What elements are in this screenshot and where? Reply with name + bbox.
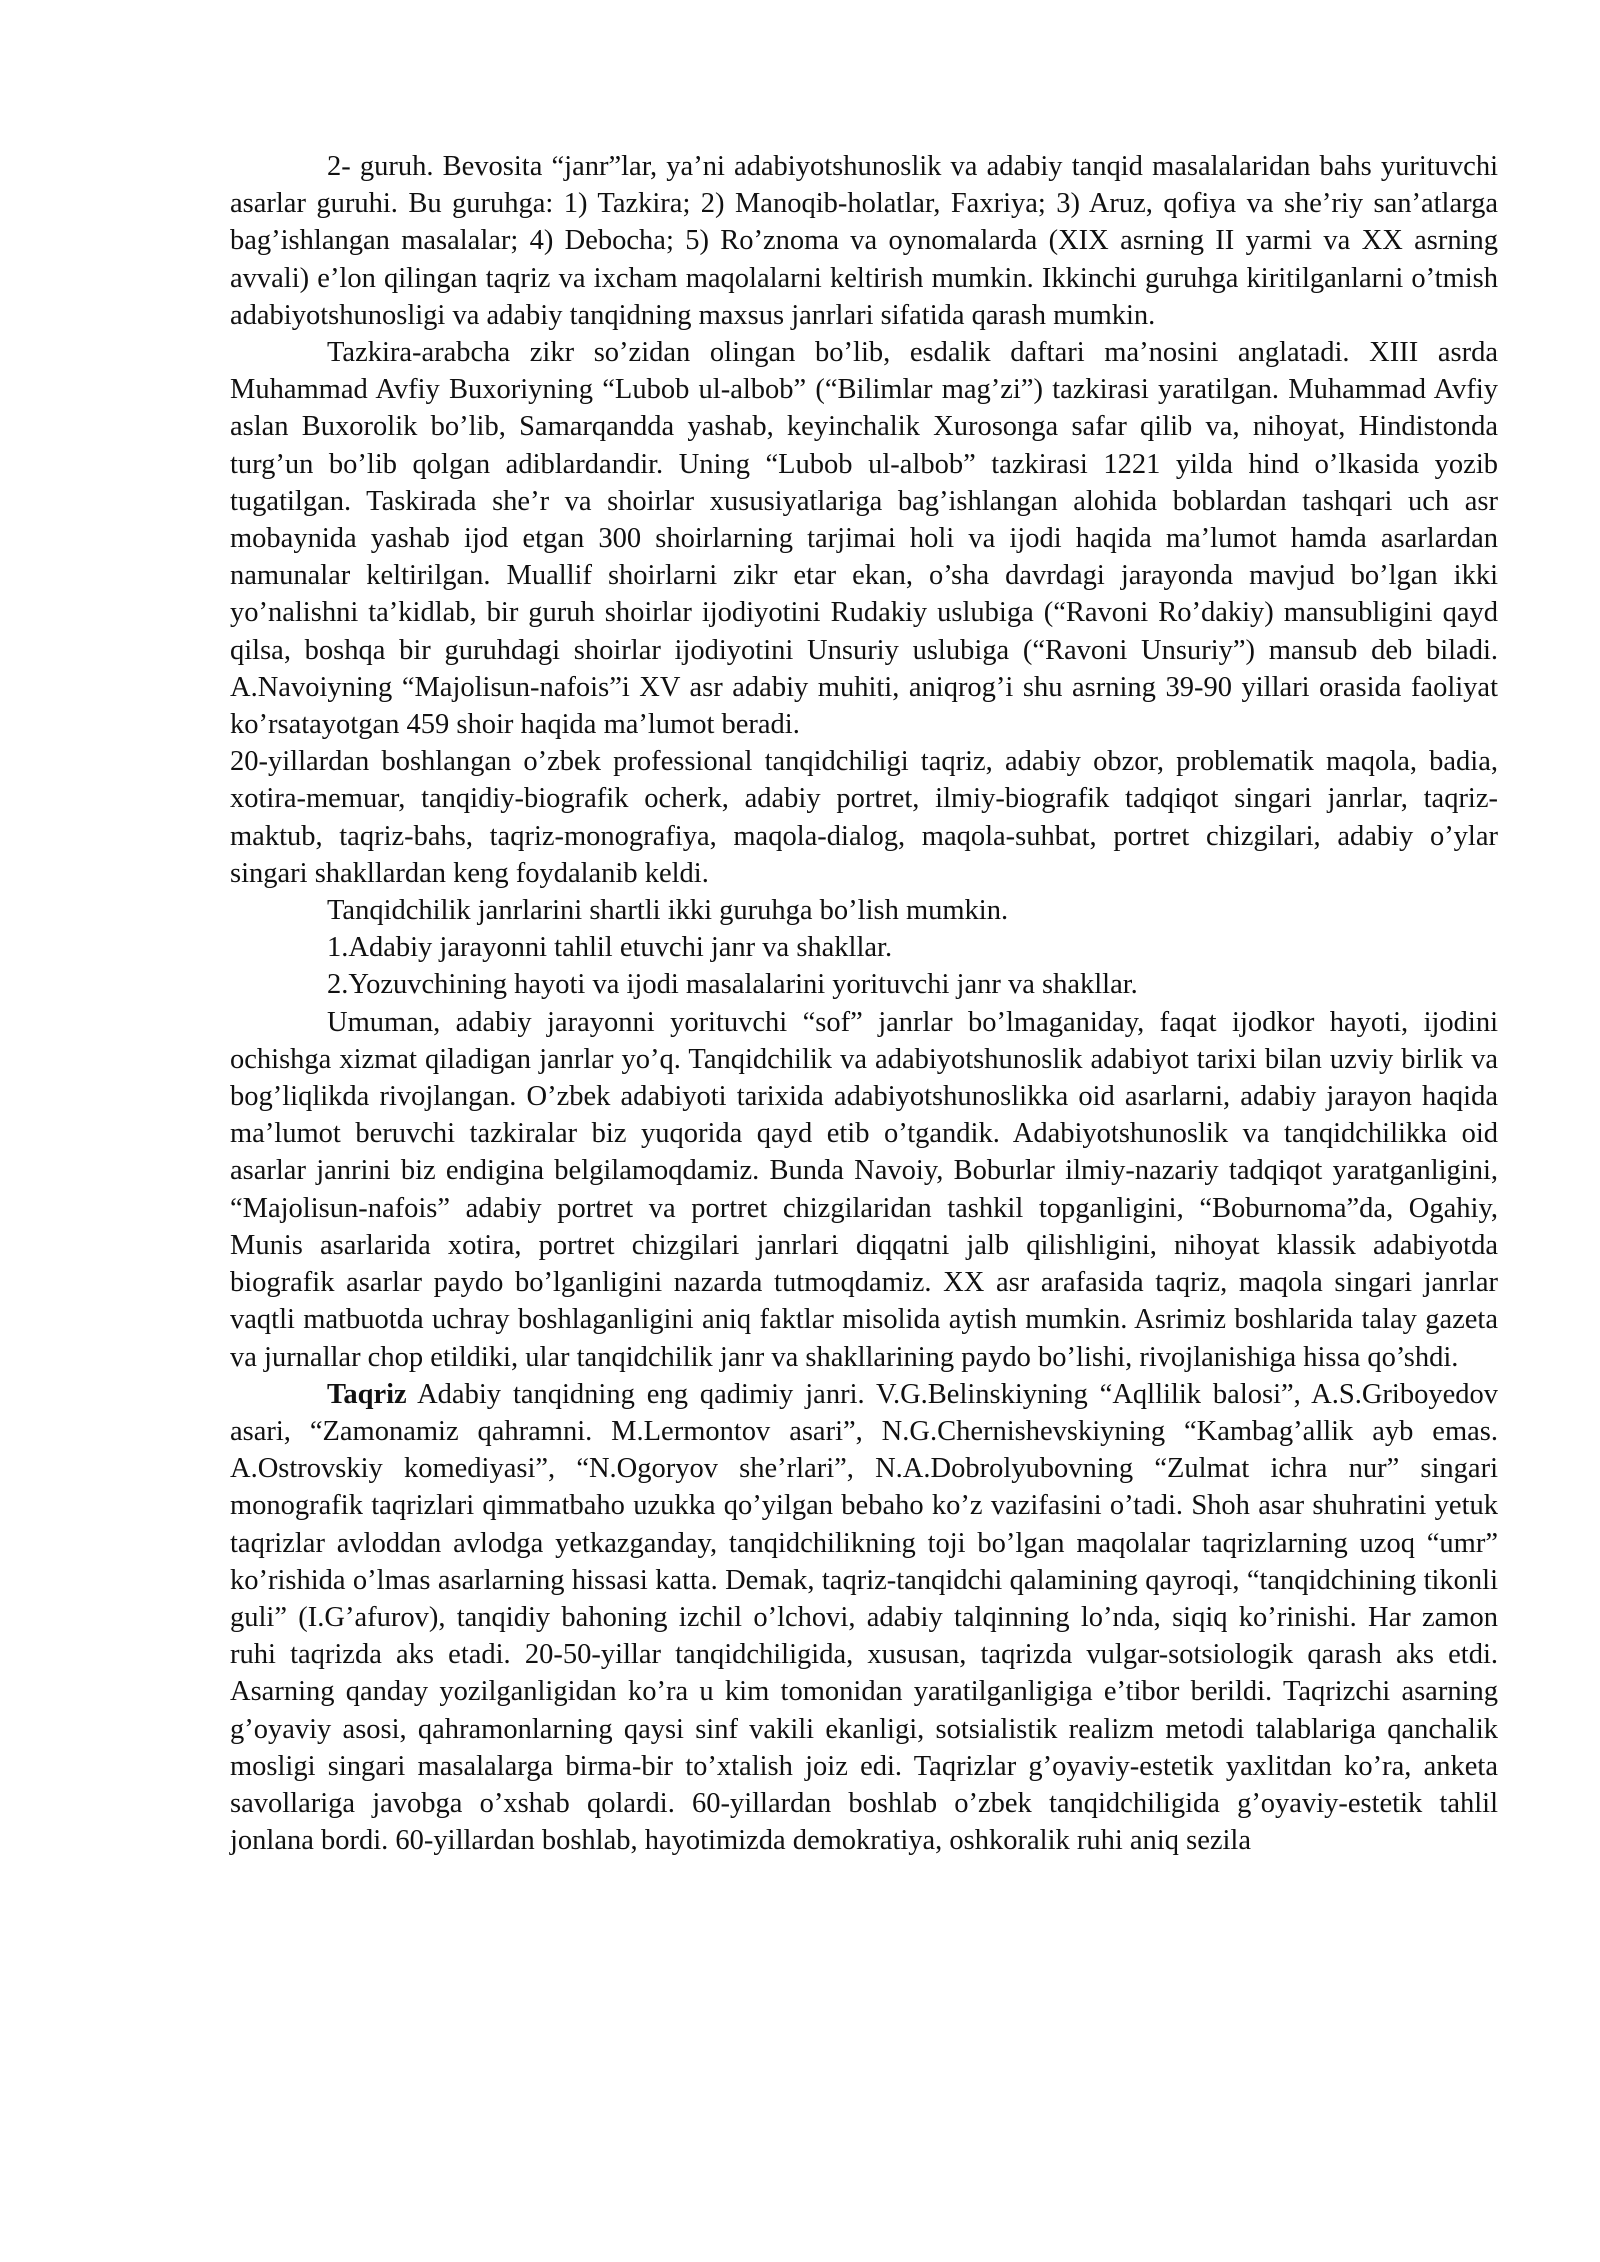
paragraph-umuman: Umuman, adabiy jarayonni yorituvchi “sof” janrlar bo’lmaganiday, faqat ijodkor hayoti, ijodini ochishga xizmat qiladigan janrlar yo’q. Tanqidchilik va adabiyotshunoslik adabiyot tarixi bilan uzviy birlik va bog’liqlikda rivojlangan. O’zbek adabiyoti tarixida adabiyotshunoslikka oid asarlarni, adabiy jarayon haqida ma’lumot beruvchi tazkiralar biz yuqorida qayd etib o’tgandik. Adabiyotshunoslik va tanqidchilikka oid asarlar janrini biz endigina belgilamoqdamiz. Bunda Navoiy, Boburlar ilmiy-nazariy tadqiqot yaratganligini, “Majolisun-nafois” adabiy portret va portret chizgilaridan tashkil topganligini, “Boburnoma”da, Ogahiy, Munis asarlarida xotira, portret chizgilari janrlari diqqatni jalb qilishligini, nihoyat klassik adabiyotda biografik asarlar paydo bo’lganligini nazarda tutmoqdamiz. XX asr arafasida taqriz, maqola singari janrlar vaqtli matbuotda uchray boshlaganligini aniq faktlar misolida aytish mumkin. Asrimiz boshlarida talay gazeta va jurnallar chop etildiki, ular tanqidchilik janr va shakllarining paydo bo’lishi, rivojlanishiga hissa qo’shdi. <box>230 1006 1498 1373</box>
paragraph-tazkira: Tazkira-arabcha zikr so’zidan olingan bo’lib, esdalik daftari ma’nosini anglatadi. XIII asrda Muhammad Avfiy Buxoriyning “Lubob ul-albob” (“Bilimlar mag’zi”) tazkirasi yaratilgan. Muhammad Avfiy aslan Buxorolik bo’lib, Samarqandda yashab, keyinchalik Xurosonga safar qilib va, nihoyat, Hindistonda turg’un bo’lib qolgan adiblardandir. Uning “Lubob ul-albob” tazkirasi 1221 yilda hind o’lkasida yozib tugatilgan. Taskirada she’r va shoirlar xususiyatlariga bag’ishlangan alohida boblardan tashqari uch asr mobaynida yashab ijod etgan 300 shoirlarning tarjimai holi va ijodi haqida ma’lumot hamda asarlardan namunalar keltirilgan. Muallif shoirlarni zikr etar ekan, o’sha davrdagi jarayonda mavjud bo’lgan ikki yo’nalishni ta’kidlab, bir guruh shoirlar ijodiyotini Rudakiy uslubiga (“Ravoni Ro’dakiy) mansubligini qayd qilsa, boshqa bir guruhdagi shoirlar ijodiyotini Unsuriy uslubiga (“Ravoni Unsuriy”) mansub deb biladi. A.Navoiyning “Majolisun-nafois”i XV asr adabiy muhiti, aniqrog’i shu asrning 39-90 yillari orasida faoliyat ko’rsatayotgan 459 shoir haqida ma’lumot beradi. <box>230 337 1498 741</box>
term-taqriz: Taqriz <box>327 1378 407 1410</box>
paragraph-guruh-2: 2- guruh. Bevosita “janr”lar, ya’ni adabiyotshunoslik va adabiy tanqid masalalaridan bahs yurituvchi asarlar guruhi. Bu guruhga: 1) Tazkira; 2) Manoqib-holatlar, Faxriya; 3) Aruz, qofiya va she’riy san’atlarga bag’ishlangan masalalar; 4) Debocha; 5) Ro’znoma va oynomalarda (XIX asrning II yarmi va XX asrning avvali) e’lon qilingan taqriz va ixcham maqolalarni keltirish mumkin. Ikkinchi guruhga kiritilganlarni o’tmish adabiyotshunosligi va adabiy tanqidning maxsus janrlari sifatida qarash mumkin. <box>230 151 1498 331</box>
document-page <box>230 148 1498 1859</box>
paragraph-taqriz <box>230 1376 1498 1860</box>
paragraph-two-groups: Tanqidchilik janrlarini shartli ikki guruhga bo’lish mumkin. <box>327 895 1009 927</box>
list-item-2: 2.Yozuvchining hayoti va ijodi masalalarini yorituvchi janr va shakllar. <box>327 969 1138 1001</box>
paragraph-professional-criticism: 20-yillardan boshlangan o’zbek professional tanqidchiligi taqriz, adabiy obzor, problematik maqola, badia, xotira-memuar, tanqidiy-biografik ocherk, adabiy portret, ilmiy-biografik tadqiqot singari janrlar, taqriz-maktub, taqriz-bahs, taqriz-monografiya, maqola-dialog, maqola-suhbat, portret chizgilari, adabiy o’ylar singari shakllardan keng foydalanib keldi. <box>230 746 1498 889</box>
list-item-1: 1.Adabiy jarayonni tahlil etuvchi janr va shakllar. <box>327 932 893 964</box>
paragraph-taqriz-body: Adabiy tanqidning eng qadimiy janri. V.G.Belinskiyning “Aqllilik balosi”, A.S.Griboyedov asari, “Zamonamiz qahramni. M.Lermontov asari”, N.G.Chernishevskiyning “Kambag’allik ayb emas. A.Ostrovskiy komediyasi”, “N.Ogoryov she’rlari”, N.A.Dobrolyubovning “Zulmat ichra nur” singari monografik taqrizlari qimmatbaho uzukka qo’yilgan bebaho ko’z vazifasini o’tadi. Shoh asar shuhratini yetuk taqrizlar avloddan avlodga yetkazganday, tanqidchilikning toji bo’lgan maqolalar taqrizlarning uzoq “umr” ko’rishida o’lmas asarlarning hissasi katta. Demak, taqriz-tanqidchi qalamining qayroqi, “tanqidchining tikonli guli” (I.G’afurov), tanqidiy bahoning izchil o’lchovi, adabiy talqinning lo’nda, siqiq ko’rinishi. Har zamon ruhi taqrizda aks etadi. 20-50-yillar tanqidchiligida, xususan, taqrizda vulgar-sotsiologik qarash aks etdi. Asarning qanday yozilganligidan ko’ra u kim tomonidan yaratilganligiga e’tibor berildi. Taqrizchi asarning g’oyaviy asosi, qahramonlarning qaysi sinf vakili ekanligi, sotsialistik realizm metodi talablariga qanchalik mosligi singari masalalarga birma-bir to’xtalish joiz edi. Taqrizlar g’oyaviy-estetik yaxlitdan ko’ra, anketa savollariga javobga o’xshab qolardi. 60-yillardan boshlab o’zbek tanqidchiligida g’oyaviy-estetik tahlil jonlana bordi. 60-yillardan boshlab, hayotimizda demokratiya, oshkoralik ruhi aniq sezila <box>230 1378 1498 1857</box>
